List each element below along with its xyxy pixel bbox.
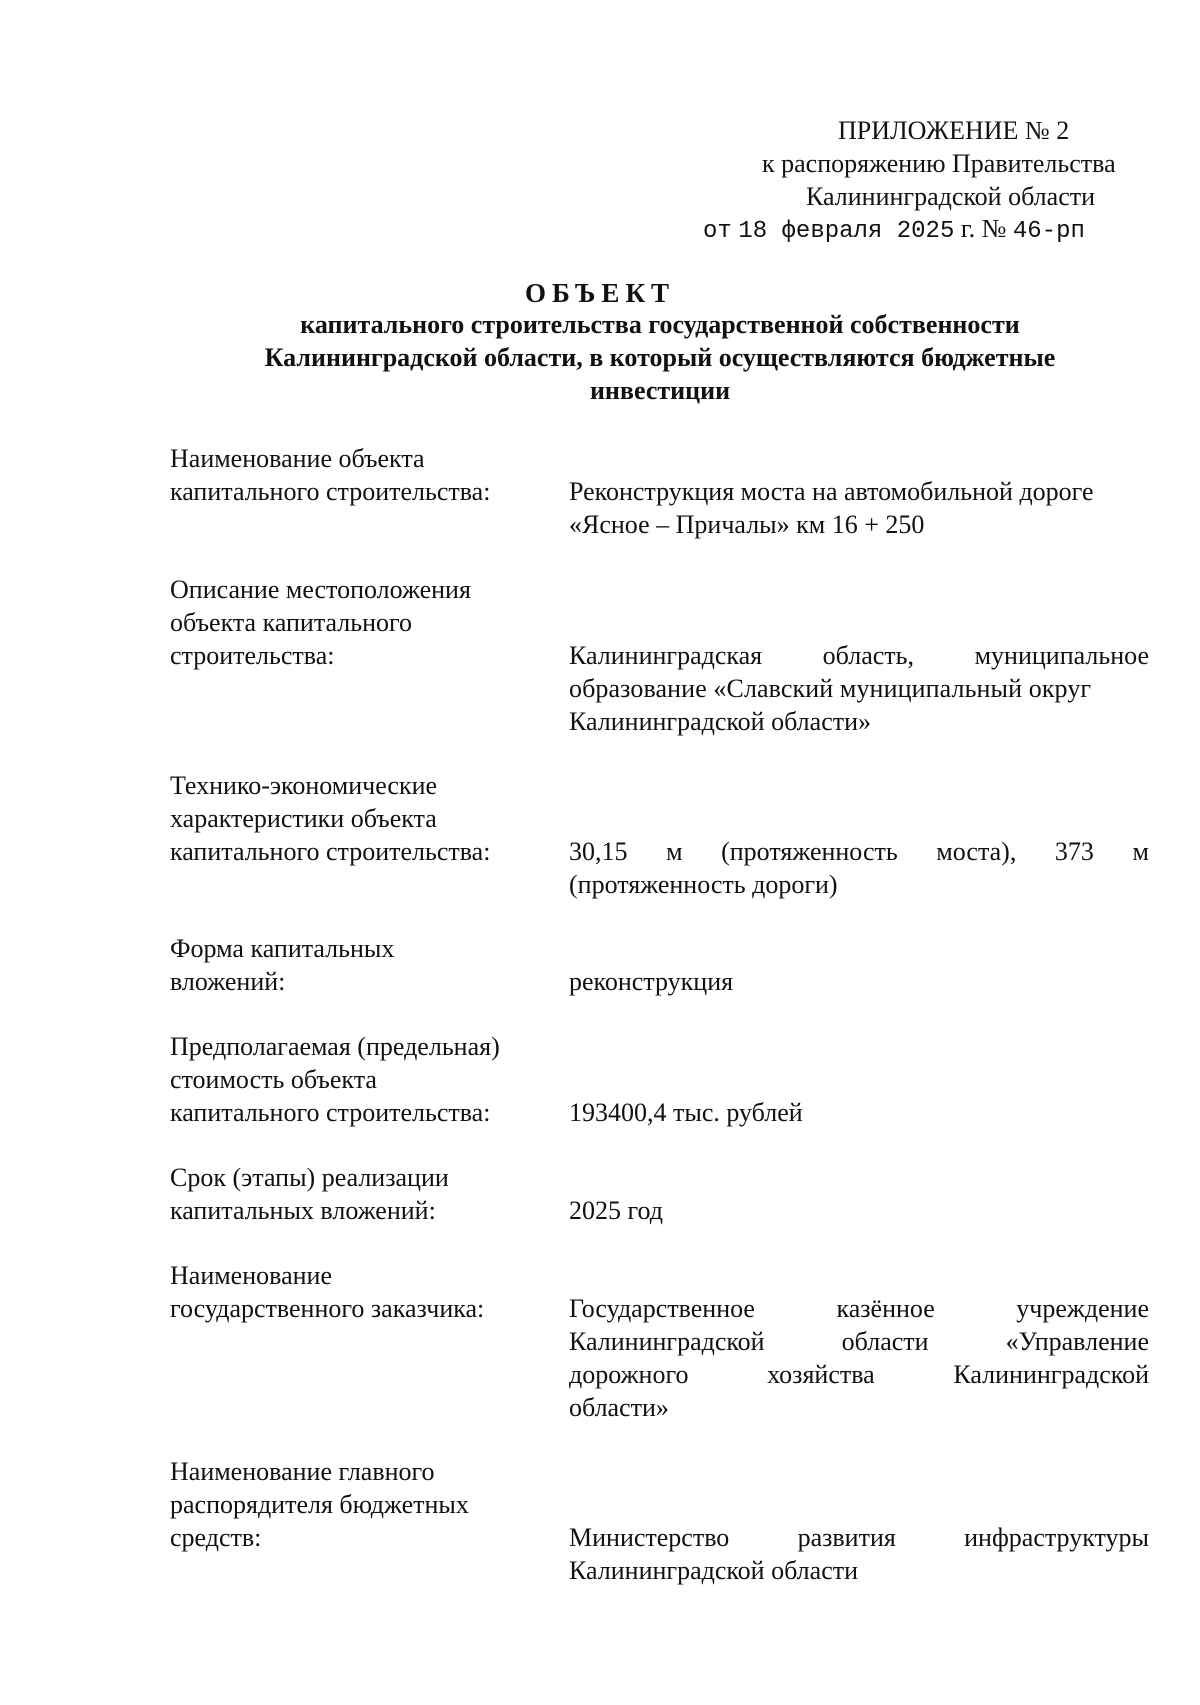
label-line: объекта капитального <box>170 608 413 637</box>
value-word: м <box>666 837 683 866</box>
subtitle-line: инвестиции <box>589 376 731 405</box>
value-line-justified <box>569 1292 1149 1325</box>
label-line: Описание местоположения <box>170 575 471 604</box>
label-line: строительства: <box>170 641 335 670</box>
value-line-justified <box>569 639 1149 672</box>
value-word: учреждение <box>1016 1294 1149 1323</box>
field-label <box>170 769 560 868</box>
value-line-justified <box>569 1358 1149 1391</box>
label-line: средств: <box>170 1523 262 1552</box>
label-line: Наименование <box>170 1261 332 1290</box>
label-line: капитального строительства: <box>170 477 491 506</box>
value-word: муниципальное <box>974 641 1149 670</box>
value-line: Калининградской области <box>569 1556 859 1585</box>
value-line: области» <box>569 1393 669 1422</box>
value-line-justified <box>569 835 1149 868</box>
field-label <box>170 1030 560 1129</box>
field-value <box>569 835 1149 901</box>
field-value <box>569 965 1149 998</box>
appendix-line-order: к распоряжению Правительства <box>762 149 1116 178</box>
document-subtitle <box>190 308 1130 407</box>
label-line: Наименование главного <box>170 1457 435 1486</box>
value-line: реконструкция <box>569 967 734 996</box>
field-value <box>569 1096 1149 1129</box>
value-word: 30,15 <box>569 837 628 866</box>
field-label <box>170 1161 560 1227</box>
value-line: образование «Славский муниципальный округ <box>569 674 1092 703</box>
subtitle-line: капитального строительства государственной собственности <box>300 310 1020 339</box>
value-word: Калининградской <box>569 1327 765 1356</box>
label-line: государственного заказчика: <box>170 1294 485 1323</box>
label-line: Наименование объекта <box>170 444 425 473</box>
field-value <box>569 475 1149 541</box>
label-line: Предполагаемая (предельная) <box>170 1032 500 1061</box>
value-word: 373 <box>1054 837 1094 866</box>
label-line: Технико-экономические <box>170 771 438 800</box>
value-line: 2025 год <box>569 1196 663 1225</box>
label-line: распорядителя бюджетных <box>170 1490 469 1519</box>
label-line: капитальных вложений: <box>170 1196 436 1225</box>
label-line: стоимость объекта <box>170 1065 377 1094</box>
value-line: 193400,4 тыс. рублей <box>569 1098 803 1127</box>
field-value <box>569 639 1149 738</box>
label-line: капитального строительства: <box>170 837 491 866</box>
value-word: инфраструктуры <box>964 1523 1149 1552</box>
value-line-justified <box>569 1325 1149 1358</box>
appendix-date-line <box>703 212 1085 248</box>
value-word: дорожного <box>569 1360 689 1389</box>
value-word: Министерство <box>569 1523 730 1552</box>
value-word: моста), <box>936 837 1017 866</box>
label-line: вложений: <box>170 967 286 996</box>
field-label <box>170 1259 560 1325</box>
label-line: капитального строительства: <box>170 1098 491 1127</box>
value-word: казённое <box>836 1294 935 1323</box>
value-word: Государственное <box>569 1294 755 1323</box>
label-line: характеристики объекта <box>170 804 437 833</box>
subtitle-line: Калининградской области, в который осуществляются бюджетные <box>264 343 1056 372</box>
value-line: Калининградской области» <box>569 707 872 736</box>
document-title: ОБЪЕКТ <box>524 278 676 308</box>
field-value <box>569 1292 1149 1424</box>
value-word: хозяйства <box>767 1360 875 1389</box>
value-word: Калининградская <box>569 641 763 670</box>
field-label <box>170 442 560 508</box>
label-line: Срок (этапы) реализации <box>170 1163 449 1192</box>
appendix-title: ПРИЛОЖЕНИЕ № 2 <box>838 116 1070 145</box>
field-label <box>170 573 560 672</box>
date-value: 18 февраля 2025 <box>738 218 955 245</box>
field-value <box>569 1521 1149 1587</box>
value-word: (протяженность <box>721 837 898 866</box>
value-line: Реконструкция моста на автомобильной дороге <box>569 477 1094 506</box>
value-line-justified <box>569 1521 1149 1554</box>
value-line: «Ясное – Причалы» км 16 + 250 <box>569 510 925 539</box>
label-line: Форма капитальных <box>170 934 395 963</box>
date-mid: г. № <box>960 214 1007 243</box>
order-number: 46-рп <box>1012 218 1085 245</box>
value-word: области <box>841 1327 929 1356</box>
value-word: м <box>1132 837 1149 866</box>
value-line: (протяженность дороги) <box>569 870 838 899</box>
field-value <box>569 1194 1149 1227</box>
field-label <box>170 1455 560 1554</box>
value-word: развития <box>797 1523 896 1552</box>
value-word: область, <box>822 641 915 670</box>
appendix-line-region: Калининградской области <box>806 182 1096 211</box>
field-label <box>170 932 560 998</box>
value-word: Калининградской <box>953 1360 1149 1389</box>
date-prefix: от <box>703 218 732 245</box>
value-word: «Управление <box>1005 1327 1149 1356</box>
